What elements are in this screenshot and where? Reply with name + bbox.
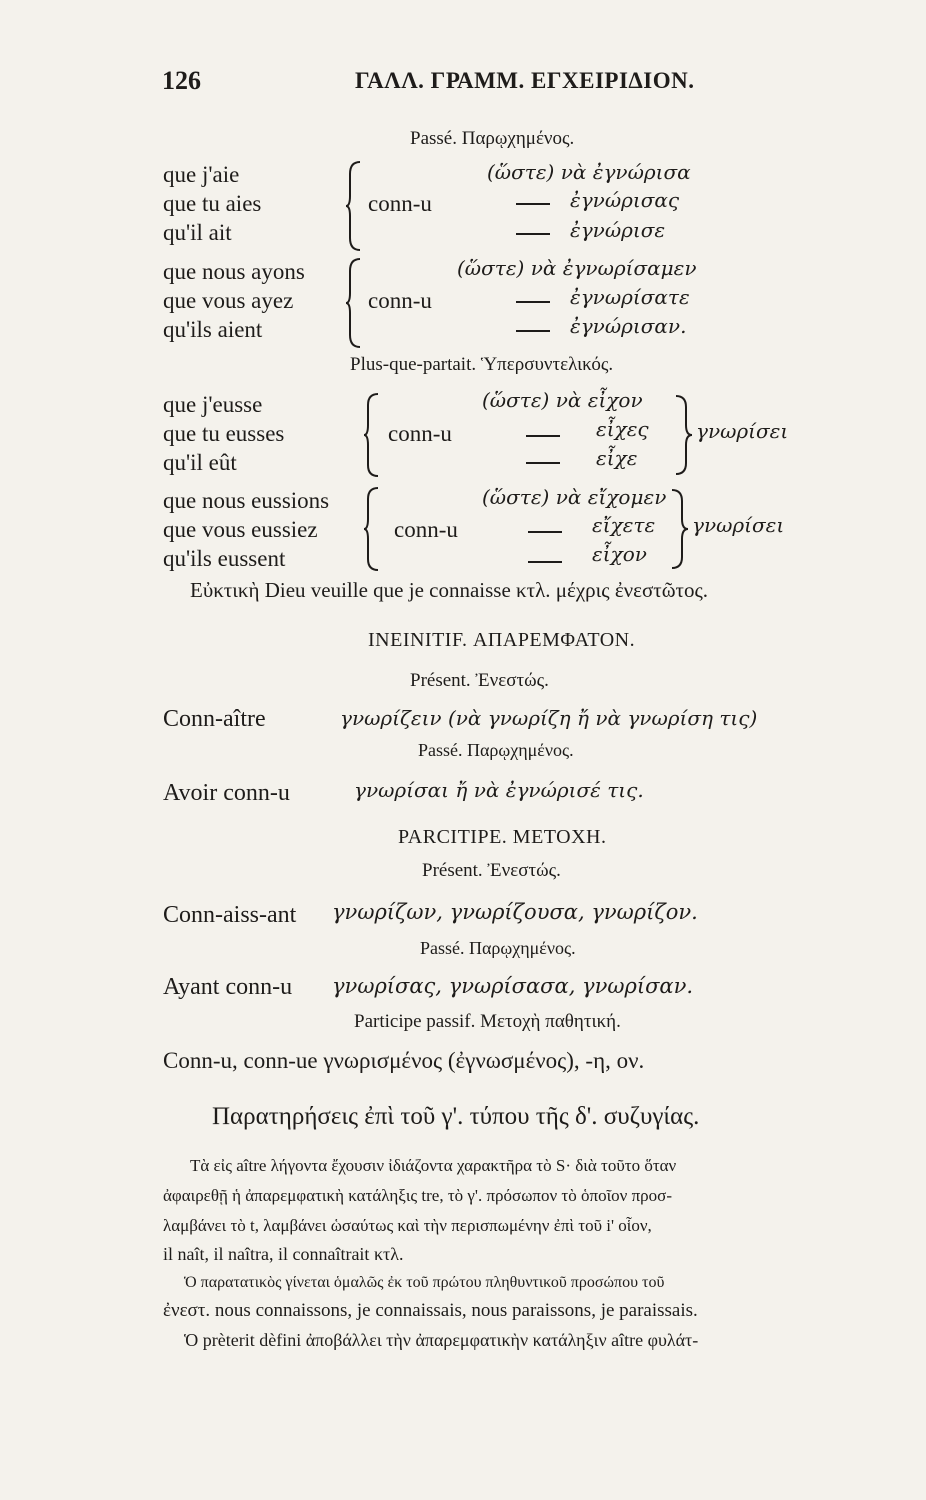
- remarks-p1-line-1: Τὰ εἰς aître λήγοντα ἔχουσιν ἰδιάζοντα χαρακτῆρα τὸ S· διὰ τοῦτο ὅταν: [190, 1156, 677, 1175]
- dash: [510, 293, 556, 311]
- subj-plup-greek-1: (ὥστε) νὰ εἶχον: [482, 388, 643, 412]
- dash: [510, 322, 556, 340]
- infinitive-past-fr: Avoir conn-u: [163, 780, 290, 806]
- subj-plup-line-3: qu'il eût: [163, 450, 237, 475]
- subj-past-conn-2: conn-u: [368, 288, 432, 313]
- subj-past-line-1: que j'aie: [163, 162, 240, 187]
- dash: [522, 553, 568, 571]
- subj-past-heading: Passé. Παρῳχημένος.: [410, 128, 575, 149]
- subj-plup-side-2: γνωρίσει: [692, 513, 785, 537]
- subj-past-greek-4: (ὥστε) νὰ ἐγνωρίσαμεν: [457, 256, 697, 280]
- dash: [520, 454, 566, 472]
- participle-past-fr: Ayant conn-u: [163, 974, 293, 1000]
- brace-left-3: [364, 392, 384, 478]
- participle-past-label: Passé. Παρῳχημένος.: [420, 938, 576, 958]
- remarks-heading: Παρατηρήσεις ἐπὶ τοῦ γ'. τύπου τῆς δ'. συζυγίας.: [212, 1103, 700, 1130]
- participle-present-gr: γνωρίζων, γνωρίζουσα, γνωρίζον.: [332, 900, 698, 924]
- subj-plup-line-2: que tu eusses: [163, 421, 285, 446]
- running-title: ΓΑΛΛ. ΓΡΑΜΜ. ΕΓΧΕΙΡΙΔΙΟΝ.: [355, 68, 695, 93]
- participle-passive-label: Participe passif. Μετοχὴ παθητική.: [354, 1011, 621, 1032]
- dash: [522, 523, 568, 541]
- brace-left-4: [364, 486, 384, 572]
- infinitive-past-gr: γνωρίσαι ἤ νὰ ἐγνώρισέ τις.: [354, 778, 644, 802]
- brace-left-1: [346, 160, 366, 252]
- subj-plup-greek-2: εἶχες: [596, 417, 649, 441]
- subj-past-greek-6: ἐγνώρισαν.: [570, 314, 687, 338]
- participle-present-fr: Conn-aiss-ant: [163, 902, 297, 928]
- subj-past-conn-1: conn-u: [368, 191, 432, 216]
- dash: [510, 195, 556, 213]
- subj-past-line-6: qu'ils aient: [163, 317, 263, 342]
- subj-pluperfect-heading: Plus-que-partait. Ὑπερσυντελικός.: [350, 354, 614, 375]
- subj-plup-line-1: que j'eusse: [163, 392, 263, 417]
- subj-plup-greek-3: εἶχε: [596, 446, 638, 470]
- infinitive-present-gr: γνωρίζειν (νὰ γνωρίζη ἤ νὰ γνωρίση τις): [340, 706, 758, 730]
- page-number: 126: [162, 66, 201, 95]
- infinitive-present-label: Présent. Ἐνεστώς.: [410, 670, 549, 691]
- subj-plup-line-4: que nous eussions: [163, 488, 330, 513]
- subj-past-greek-2: ἐγνώρισας: [570, 188, 680, 212]
- infinitive-past-label: Passé. Παρῳχημένος.: [418, 740, 574, 760]
- brace-left-2: [346, 257, 366, 349]
- infinitive-present-fr: Conn-aître: [163, 706, 266, 732]
- subj-plup-line-5: que vous eussiez: [163, 517, 318, 542]
- subj-plup-side-1: γνωρίσει: [696, 419, 789, 443]
- infinitive-heading: INEINITIF. ΑΠΑΡΕΜΦΑΤΟΝ.: [368, 629, 636, 651]
- subj-plup-greek-5: εἴχετε: [592, 513, 656, 537]
- participle-heading: PARCITIPE. ΜΕΤΟΧΗ.: [398, 826, 607, 848]
- remarks-p1-line-3: λαμβάνει τὸ t, λαμβάνει ὡσαύτως καὶ τὴν περισπωμένην ἐπὶ τοῦ i' οἷον,: [163, 1216, 652, 1235]
- subj-past-line-3: qu'il ait: [163, 220, 232, 245]
- participle-past-gr: γνωρίσας, γνωρίσασα, γνωρίσαν.: [332, 974, 694, 998]
- dash: [510, 225, 556, 243]
- remarks-p3-line-1: Ὁ prèterit dèfini ἀποβάλλει τὴν ἀπαρεμφατικὴν κατάληξιν aître φυλάτ-: [184, 1330, 699, 1350]
- subj-past-line-5: que vous ayez: [163, 288, 294, 313]
- participle-present-label: Présent. Ἐνεστώς.: [422, 860, 561, 881]
- subj-past-line-2: que tu aies: [163, 191, 262, 216]
- subj-past-greek-3: ἐγνώρισε: [570, 218, 666, 242]
- remarks-p2-line-1: Ὁ παρατατικὸς γίνεται ὁμαλῶς ἐκ τοῦ πρώτου πληθυντικοῦ προσώπου τοῦ: [184, 1274, 665, 1291]
- subj-past-line-4: que nous ayons: [163, 259, 305, 284]
- dash: [520, 427, 566, 445]
- brace-right-2: [668, 488, 688, 570]
- optative-line: Εὐκτικὴ Dieu veuille que je connaisse κτλ. μέχρις ἐνεστῶτος.: [190, 578, 709, 602]
- subj-plup-conn-1: conn-u: [388, 421, 452, 446]
- subj-plup-line-6: qu'ils eussent: [163, 546, 286, 571]
- remarks-p1-line-4: il naît, il naîtra, il connaîtrait κτλ.: [163, 1244, 404, 1264]
- subj-plup-conn-2: conn-u: [394, 517, 458, 542]
- participle-passive-line: Conn-u, conn-ue γνωρισμένος (ἐγνωσμένος), -η, ον.: [163, 1048, 645, 1073]
- subj-plup-greek-6: εἶχον: [592, 542, 647, 566]
- subj-past-greek-1: (ὥστε) νὰ ἐγνώρισα: [487, 160, 691, 184]
- subj-plup-greek-4: (ὥστε) νὰ εἴχομεν: [482, 485, 667, 509]
- subj-past-greek-5: ἐγνωρίσατε: [570, 285, 690, 309]
- remarks-p1-line-2: ἀφαιρεθῇ ἡ ἀπαρεμφατικὴ κατάληξις tre, τὸ γ'. πρόσωπον τὸ ὁποῖον προσ-: [163, 1186, 672, 1205]
- remarks-p2-line-2: ἐνεστ. nous connaissons, je connaissais, nous paraissons, je paraissais.: [163, 1300, 698, 1321]
- brace-right-1: [672, 394, 692, 476]
